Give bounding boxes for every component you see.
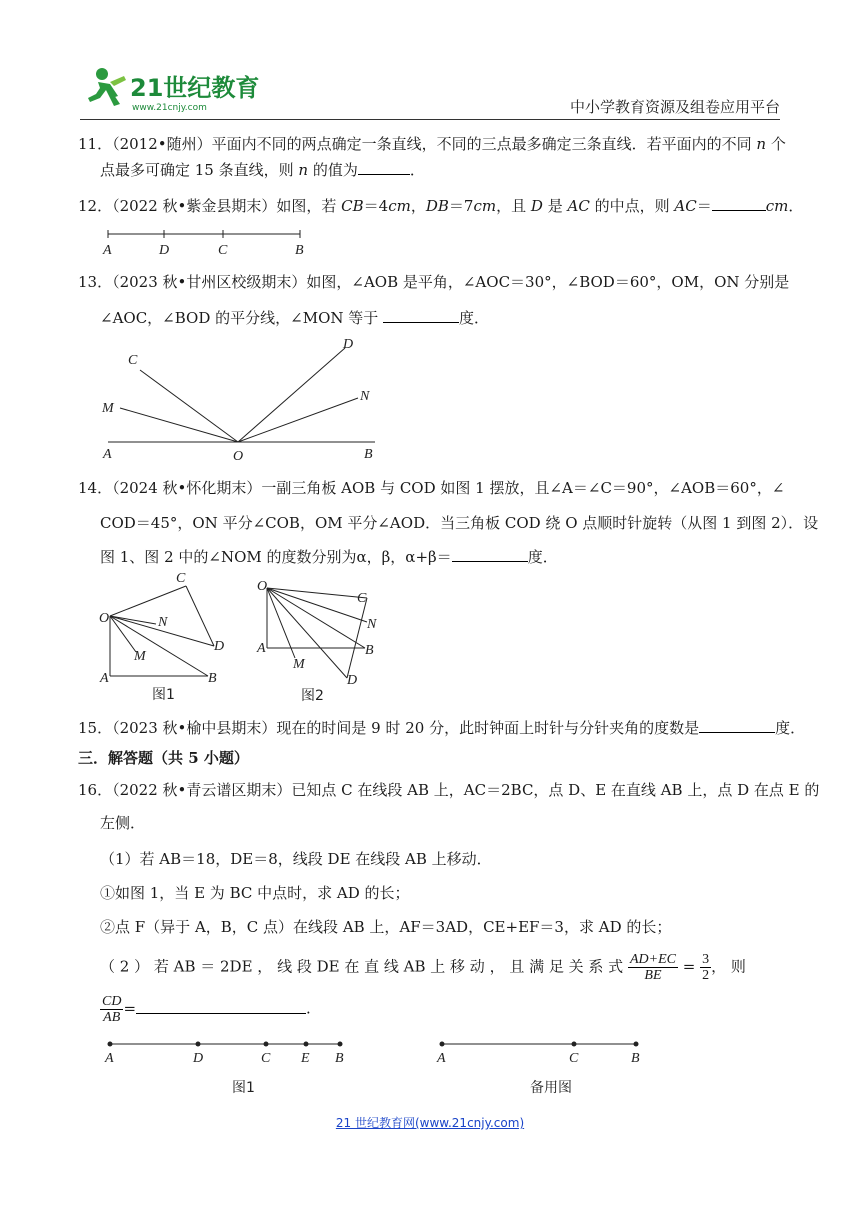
label-A: A <box>103 243 112 258</box>
question-16-part-1-1: ①如图 1，当 E 为 BC 中点时，求 AD 的长； <box>100 884 410 902</box>
question-16-line-2: 左侧． <box>100 814 146 832</box>
label-O: O <box>257 579 268 594</box>
label-A: A <box>257 641 266 656</box>
label-C: C <box>261 1051 271 1066</box>
svg-text:21世纪教育: 21世纪教育 <box>130 74 260 102</box>
label-M: M <box>102 401 114 416</box>
label-C: C <box>176 571 186 586</box>
q14-figure-1 <box>98 566 238 706</box>
answer-blank[interactable] <box>358 160 410 175</box>
answer-blank[interactable] <box>699 718 775 733</box>
question-14-line-3: 图 1、图 2 中的∠NOM 的度数分别为α，β，α+β＝ 度． <box>100 548 558 566</box>
label-O: O <box>99 611 110 626</box>
fraction-cd-over-ab: $\frac{CD}{AB}$ <box>102 994 122 1025</box>
page-header <box>80 62 780 120</box>
label-D: D <box>214 639 225 654</box>
fig2-caption: 图2 <box>301 688 324 704</box>
question-13-line-1: 13．（2023 秋•甘州区校级期末）如图，∠AOB 是平角，∠AOC＝30°，∠BOD＝60°，OM，ON 分别是 <box>78 273 790 291</box>
question-11-line-1: 11．（2012•随州）平面内不同的两点确定一条直线，不同的三点最多确定三条直线．若平面内的不同 n 个 <box>78 135 786 153</box>
q14-figure-2 <box>255 574 395 706</box>
question-16-part-1: （1）若 AB＝18，DE＝8，线段 DE 在线段 AB 上移动． <box>100 850 492 868</box>
svg-text:www.21cnjy.com: www.21cnjy.com <box>132 103 207 113</box>
label-B: B <box>295 243 304 258</box>
label-A: A <box>437 1051 446 1066</box>
question-14-line-2: COD＝45°，ON 平分∠COB，OM 平分∠AOD．当三角板 COD 绕 O 点顺时针旋转（从图 1 到图 2）．设 <box>100 514 819 532</box>
q16-figure-2 <box>432 1036 652 1100</box>
question-16-part-1-2: ②点 F（异于 A，B，C 点）在线段 AB 上，AF＝3AD，CE+EF＝3，求 AD 的长； <box>100 918 672 936</box>
fraction-ad-ec-over-be: $\frac{AD+EC}{BE}$ <box>629 952 676 983</box>
answer-blank[interactable] <box>383 308 459 323</box>
label-D: D <box>343 337 354 352</box>
fig2-caption: 备用图 <box>530 1080 572 1096</box>
question-13-line-2: ∠AOC，∠BOD 的平分线，∠MON 等于 度． <box>100 309 490 327</box>
label-D: D <box>193 1051 204 1066</box>
answer-blank[interactable] <box>136 999 306 1014</box>
q12-figure <box>100 226 320 258</box>
fraction-3-over-2: $\frac{3}{2}$ <box>702 952 710 983</box>
q16-figure-1 <box>100 1036 360 1100</box>
label-C: C <box>569 1051 579 1066</box>
question-16-line-1: 16．（2022 秋•青云谱区期末）已知点 C 在线段 AB 上，AC＝2BC，点 D、E 在直线 AB 上，点 D 在点 E 的 <box>78 781 820 799</box>
logo <box>80 62 280 118</box>
question-16-part-2: （ 2 ） 若 AB ＝ 2DE ， 线 段 DE 在 直 线 AB 上 移 动 ， 且 满 足 关 系 式 $\frac{AD+EC}{BE}$ = $\frac{3}{2}$ ， 则 <box>100 952 746 983</box>
header-divider <box>80 119 780 120</box>
label-M: M <box>293 657 305 672</box>
answer-blank[interactable] <box>452 547 528 562</box>
label-N: N <box>360 389 370 404</box>
label-B: B <box>631 1051 640 1066</box>
question-11-line-2: 点最多可确定 15 条直线，则 n 的值为 ． <box>100 161 425 179</box>
label-N: N <box>367 617 377 632</box>
label-A: A <box>105 1051 114 1066</box>
label-B: B <box>208 671 217 686</box>
answer-blank[interactable] <box>712 196 766 211</box>
label-N: N <box>158 615 168 630</box>
question-16-part-2-answer: $\frac{CD}{AB}$ = . <box>102 994 311 1025</box>
label-B: B <box>364 447 373 462</box>
question-15: 15．（2023 秋•榆中县期末）现在的时间是 9 时 20 分，此时钟面上时针与分针夹角的度数是 度． <box>78 719 806 737</box>
fig1-caption: 图1 <box>232 1080 255 1096</box>
label-A: A <box>100 671 109 686</box>
label-M: M <box>134 649 146 664</box>
footer-link[interactable]: 21 世纪教育网(www.21cnjy.com) <box>335 1116 525 1130</box>
label-A: A <box>103 447 112 462</box>
question-14-line-1: 14．（2024 秋•怀化期末）一副三角板 AOB 与 COD 如图 1 摆放，且∠A＝∠C＝90°，∠AOB＝60°，∠ <box>78 479 785 497</box>
platform-name: 中小学教育资源及组卷应用平台 <box>569 98 780 116</box>
label-B: B <box>335 1051 344 1066</box>
label-C: C <box>218 243 228 258</box>
label-O: O <box>233 449 244 464</box>
label-E: E <box>301 1051 310 1066</box>
label-C: C <box>357 591 367 606</box>
label-D: D <box>159 243 170 258</box>
label-B: B <box>365 643 374 658</box>
label-C: C <box>128 353 138 368</box>
q13-figure <box>100 334 390 464</box>
fig1-caption: 图1 <box>152 687 175 703</box>
question-12: 12．（2022 秋•紫金县期末）如图，若 CB＝4cm，DB＝7cm，且 D 是 AC 的中点，则 AC＝ cm． <box>78 197 804 215</box>
section-heading: 三．解答题（共 5 小题） <box>78 749 249 767</box>
label-D: D <box>347 673 358 688</box>
